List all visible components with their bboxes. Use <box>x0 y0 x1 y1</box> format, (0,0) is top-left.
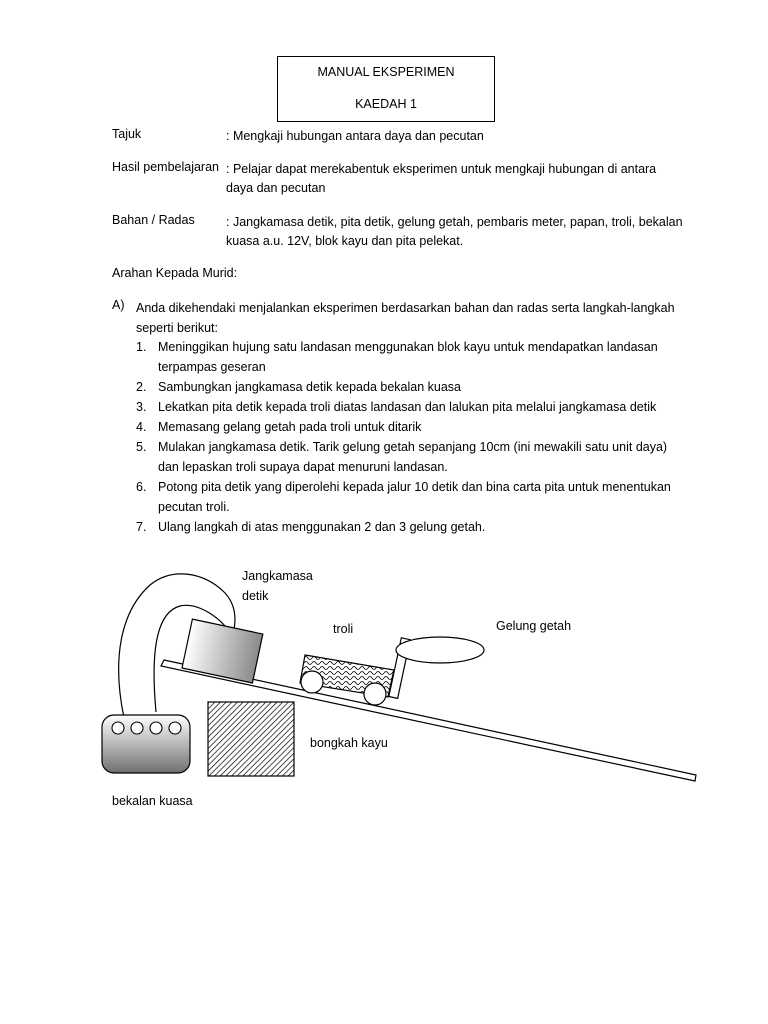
step-number: 3. <box>136 400 147 414</box>
step-number: 4. <box>136 420 147 434</box>
document-subtitle: KAEDAH 1 <box>355 97 417 111</box>
label-trolley: troli <box>333 622 354 636</box>
list-item <box>136 477 676 517</box>
step-text: Mulakan jangkamasa detik. Tarik gelung getah sepanjang 10cm (ini mewakili satu unit daya) dan lepaskan troli supaya dapat menuruni landasan. <box>158 440 668 474</box>
list-item <box>136 417 676 437</box>
label-power-supply: bekalan kuasa <box>112 794 193 808</box>
hasil-value: : Pelajar dapat merekabentuk eksperimen untuk mengkaji hubungan di antara daya dan pecutan <box>226 162 657 195</box>
list-item <box>136 377 676 397</box>
step-number: 5. <box>136 440 147 454</box>
wooden-block <box>208 702 294 776</box>
apparatus-diagram <box>0 555 768 815</box>
step-text: Lekatkan pita detik kepada troli diatas landasan dan lalukan pita melalui jangkamasa detik <box>158 400 657 414</box>
step-number: 7. <box>136 520 147 534</box>
label-rubber-band: Gelung getah <box>496 619 572 633</box>
list-item <box>136 337 676 377</box>
step-number: 1. <box>136 340 147 354</box>
steps-list <box>136 337 676 537</box>
label-ticker-timer: Jangkamasa detik <box>242 569 313 603</box>
section-letter: A) <box>112 298 125 312</box>
bahan-value: : Jangkamasa detik, pita detik, gelung getah, pembaris meter, papan, troli, bekalan kuasa a.u. 12V, blok kayu dan pita pelekat. <box>226 215 683 248</box>
list-item <box>136 397 676 417</box>
step-number: 6. <box>136 480 147 494</box>
step-text: Meninggikan hujung satu landasan menggunakan blok kayu untuk mendapatkan landasan terpampas geseran <box>158 340 658 374</box>
step-text: Sambungkan jangkamasa detik kepada bekalan kuasa <box>158 380 461 394</box>
step-text: Memasang gelang getah pada troli untuk ditarik <box>158 420 422 434</box>
list-item <box>136 437 676 477</box>
title-box <box>277 56 495 122</box>
rubber-band <box>396 637 484 663</box>
step-text: Ulang langkah di atas menggunakan 2 dan 3 gelung getah. <box>158 520 486 534</box>
step-text: Potong pita detik yang diperolehi kepada jalur 10 detik dan bina carta pita untuk menentukan pecutan troli. <box>158 480 671 514</box>
section-text: Anda dikehendaki menjalankan eksperimen berdasarkan bahan dan radas serta langkah-langkah seperti berikut: <box>136 301 675 335</box>
list-item <box>136 517 676 537</box>
instructions-heading: Arahan Kepada Murid: <box>112 266 238 280</box>
hasil-label: Hasil pembelajaran <box>112 160 220 174</box>
tajuk-value: : Mengkaji hubungan antara daya dan pecutan <box>226 129 484 143</box>
label-wooden-block: bongkah kayu <box>310 736 388 750</box>
bahan-label: Bahan / Radas <box>112 213 195 227</box>
step-number: 2. <box>136 380 147 394</box>
document-title: MANUAL EKSPERIMEN <box>317 65 455 79</box>
tajuk-label: Tajuk <box>112 127 142 141</box>
power-supply <box>102 715 190 773</box>
